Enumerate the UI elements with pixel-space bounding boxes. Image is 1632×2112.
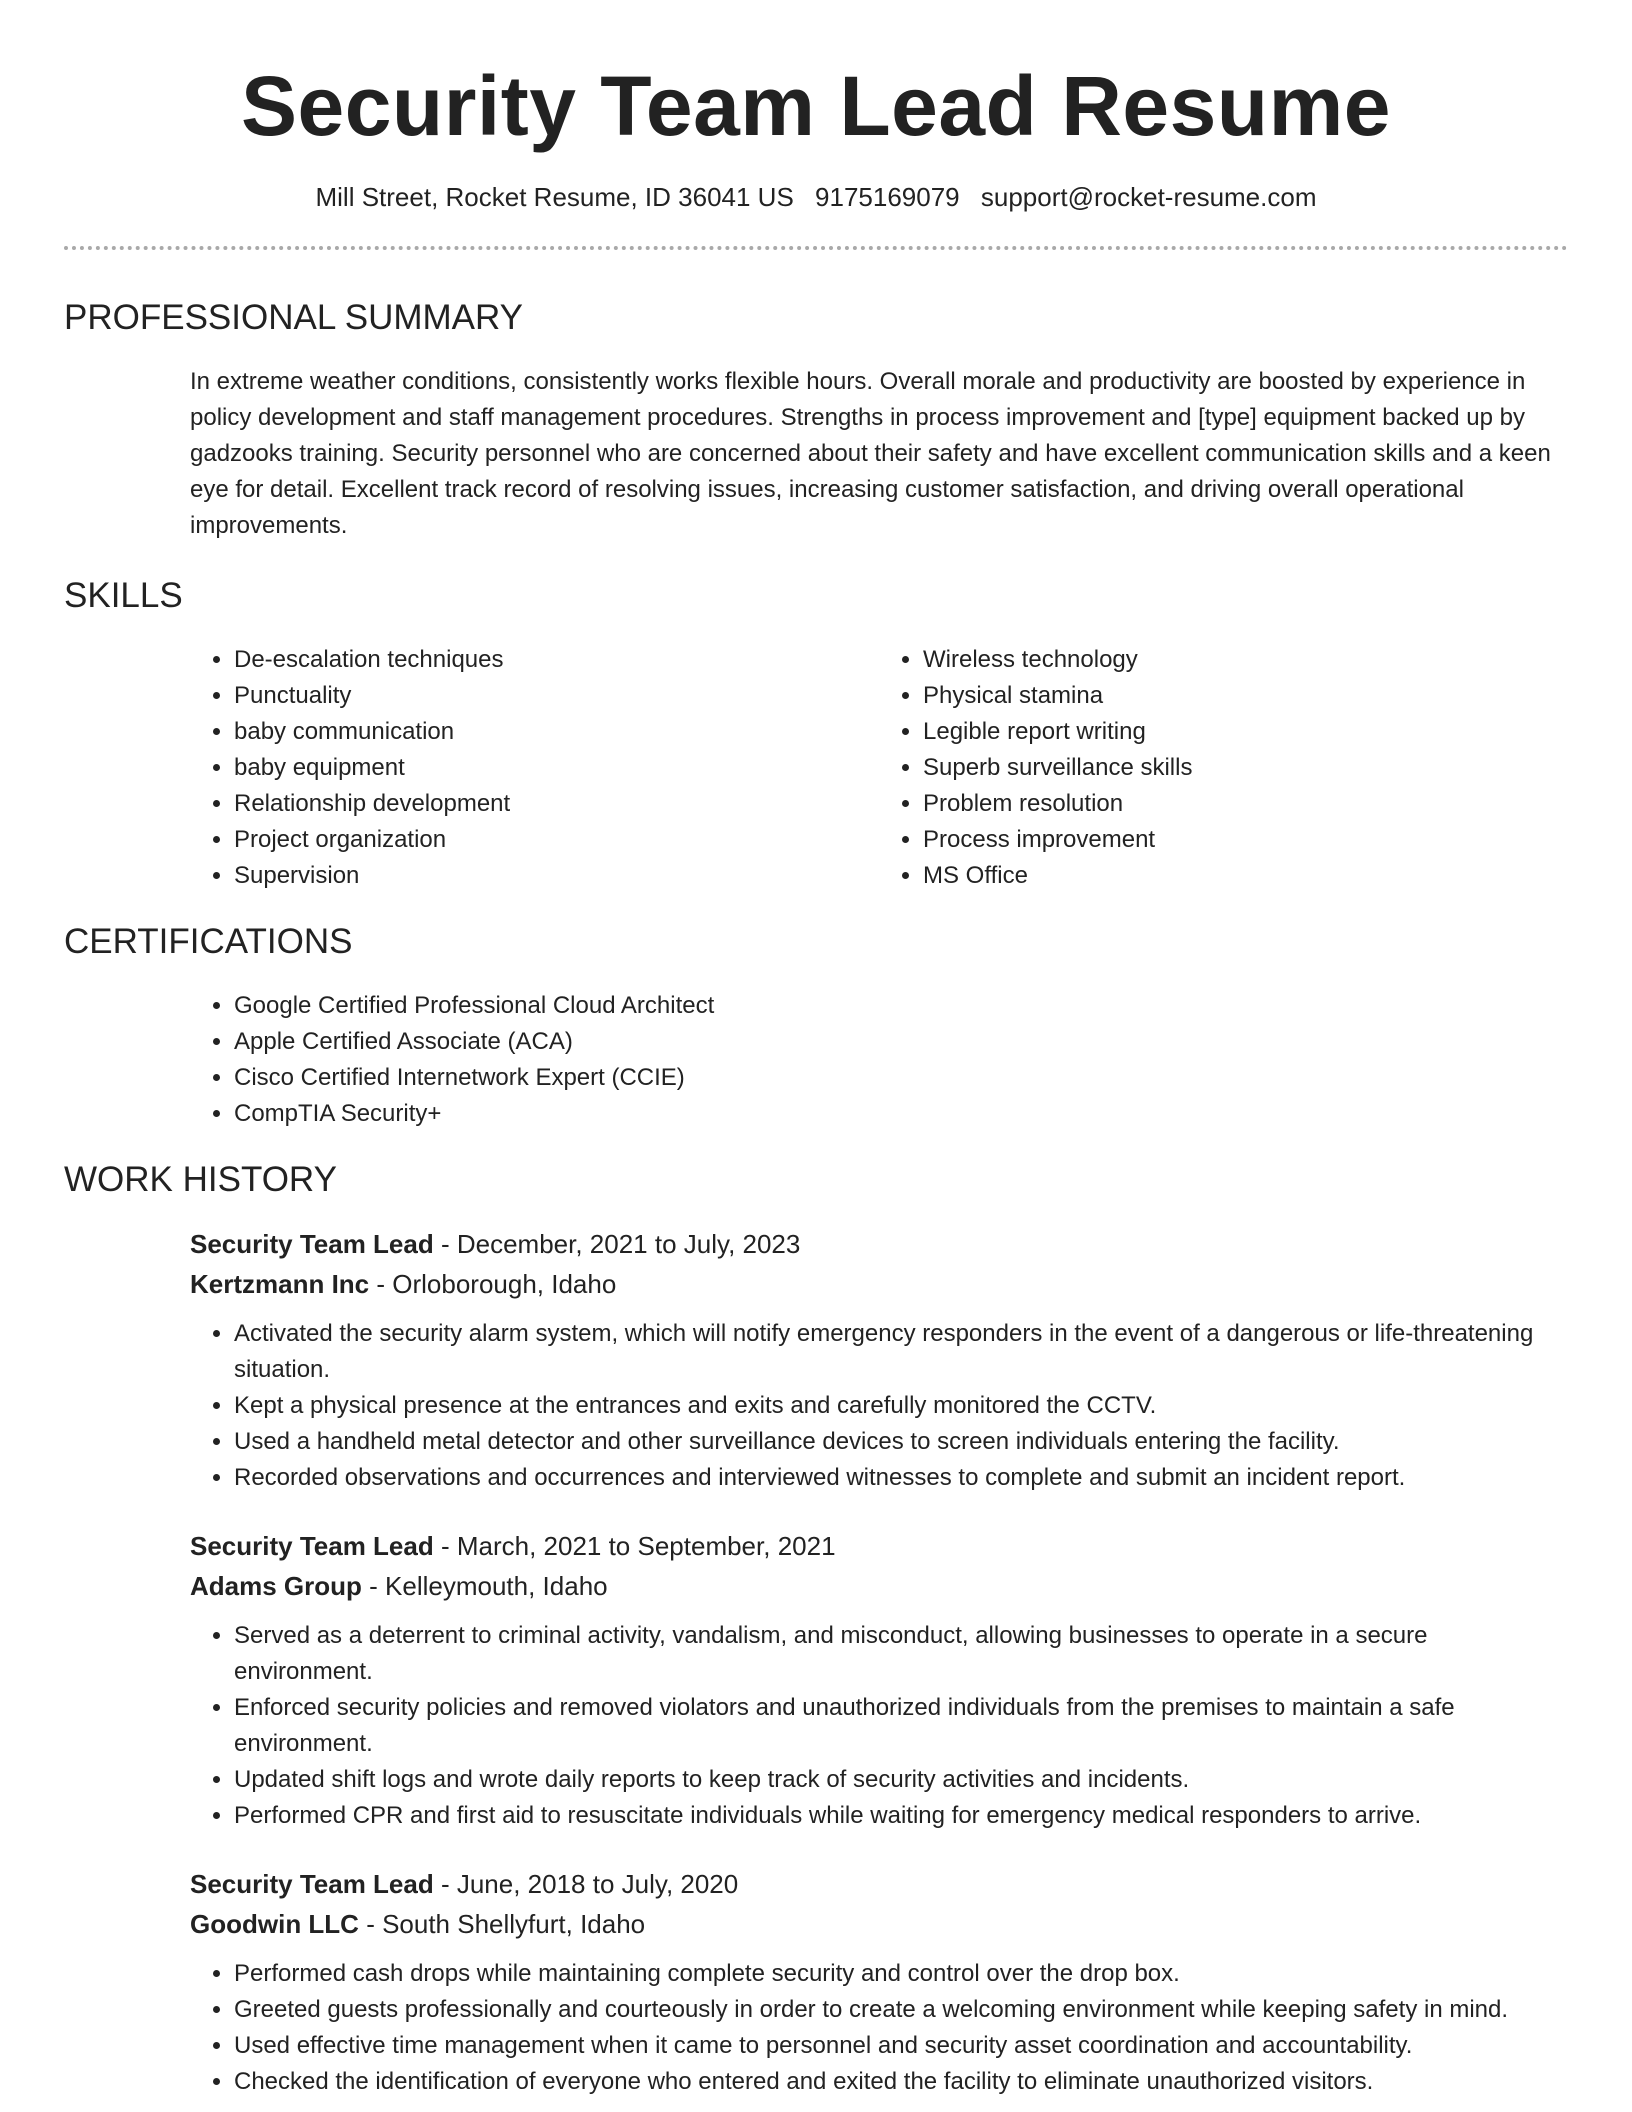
contact-phone: 9175169079 xyxy=(815,182,960,212)
list-item: • De-escalation techniques xyxy=(234,642,879,678)
certifications-list xyxy=(190,988,1568,1132)
job-company-line xyxy=(190,1264,1568,1304)
list-item: • Recorded observations and occurrences and interviewed witnesses to complete and submit an incident report. xyxy=(234,1460,1568,1496)
header-divider xyxy=(64,246,1568,250)
job-title-line xyxy=(190,1526,1568,1566)
job-entry xyxy=(64,1864,1568,2100)
list-item: • Superb surveillance skills xyxy=(923,750,1568,786)
job-location: - Kelleymouth, Idaho xyxy=(361,1571,608,1601)
list-item: • Updated shift logs and wrote daily reports to keep track of security activities and incidents. xyxy=(234,1762,1568,1798)
list-item: • Apple Certified Associate (ACA) xyxy=(234,1024,1568,1060)
list-item: • Enforced security policies and removed violators and unauthorized individuals from the premises to maintain a safe environment. xyxy=(234,1690,1568,1762)
job-dates: - March, 2021 to September, 2021 xyxy=(433,1531,836,1561)
list-item: • Used effective time management when it came to personnel and security asset coordination and accountability. xyxy=(234,2028,1568,2064)
list-item: • Legible report writing xyxy=(923,714,1568,750)
job-title: Security Team Lead xyxy=(190,1869,434,1899)
job-location: - South Shellyfurt, Idaho xyxy=(358,1909,646,1939)
skills-list-left xyxy=(190,642,879,894)
job-bullets-block xyxy=(190,1618,1568,1834)
list-item: • Problem resolution xyxy=(923,786,1568,822)
job-dates: - December, 2021 to July, 2023 xyxy=(433,1229,801,1259)
summary-text: In extreme weather conditions, consistently works flexible hours. Overall morale and productivity are boosted by experience in policy development and staff management procedures. Strengths in process improvement and [type] equipment backed up by gadzooks training. Security personnel who are concerned about their safety and have excellent communication skills and a keen eye for detail. Excellent track record of resolving issues, increasing customer satisfaction, and driving overall operational improvements. xyxy=(190,368,1551,539)
job-dates: - June, 2018 to July, 2020 xyxy=(433,1869,739,1899)
job-company: Adams Group xyxy=(190,1571,362,1601)
list-item: • Kept a physical presence at the entrances and exits and carefully monitored the CCTV. xyxy=(234,1388,1568,1424)
list-item: • baby communication xyxy=(234,714,879,750)
list-item: • Physical stamina xyxy=(923,678,1568,714)
job-bullets-block xyxy=(190,1316,1568,1496)
list-item: • CompTIA Security+ xyxy=(234,1096,1568,1132)
job-company-line xyxy=(190,1566,1568,1606)
list-item: • Used a handheld metal detector and other surveillance devices to screen individuals entering the facility. xyxy=(234,1424,1568,1460)
list-item: • Performed CPR and first aid to resuscitate individuals while waiting for emergency medical responders to arrive. xyxy=(234,1798,1568,1834)
list-item: • Punctuality xyxy=(234,678,879,714)
list-item: • Wireless technology xyxy=(923,642,1568,678)
job-entry xyxy=(64,1224,1568,1496)
list-item: • Greeted guests professionally and courteously in order to create a welcoming environment while keeping safety in mind. xyxy=(234,1992,1568,2028)
list-item: • Project organization xyxy=(234,822,879,858)
contact-address: Mill Street, Rocket Resume, ID 36041 US xyxy=(315,182,794,212)
certifications-block xyxy=(190,988,1568,1132)
job-bullets xyxy=(190,1618,1568,1834)
skills-columns xyxy=(190,642,1568,894)
list-item: • Checked the identification of everyone who entered and exited the facility to eliminate unauthorized visitors. xyxy=(234,2064,1568,2100)
certifications-heading: CERTIFICATIONS xyxy=(64,922,353,961)
job-title: Security Team Lead xyxy=(190,1531,434,1561)
list-item: • Served as a deterrent to criminal activity, vandalism, and misconduct, allowing businesses to operate in a secure environment. xyxy=(234,1618,1568,1690)
contact-email: support@rocket-resume.com xyxy=(980,182,1317,212)
resume-page xyxy=(64,0,1568,2100)
list-item: • baby equipment xyxy=(234,750,879,786)
job-bullets xyxy=(190,1956,1568,2100)
job-entry xyxy=(64,1526,1568,1834)
list-item: • Activated the security alarm system, which will notify emergency responders in the event of a dangerous or life-threatening situation. xyxy=(234,1316,1568,1388)
list-item: • Relationship development xyxy=(234,786,879,822)
skills-heading: SKILLS xyxy=(64,576,183,615)
job-company: Goodwin LLC xyxy=(190,1909,359,1939)
list-item: • Supervision xyxy=(234,858,879,894)
summary-heading: PROFESSIONAL SUMMARY xyxy=(64,298,523,337)
list-item: • Process improvement xyxy=(923,822,1568,858)
skills-list-right xyxy=(879,642,1568,894)
job-company: Kertzmann Inc xyxy=(190,1269,370,1299)
work-history-heading: WORK HISTORY xyxy=(64,1160,337,1199)
job-title: Security Team Lead xyxy=(190,1229,434,1259)
list-item: • Cisco Certified Internetwork Expert (CCIE) xyxy=(234,1060,1568,1096)
contact-line xyxy=(64,180,1568,214)
job-bullets xyxy=(190,1316,1568,1496)
list-item: • MS Office xyxy=(923,858,1568,894)
job-location: - Orloborough, Idaho xyxy=(369,1269,617,1299)
job-company-line xyxy=(190,1904,1568,1944)
job-bullets-block xyxy=(190,1956,1568,2100)
list-item: • Performed cash drops while maintaining complete security and control over the drop box. xyxy=(234,1956,1568,1992)
list-item: • Google Certified Professional Cloud Architect xyxy=(234,988,1568,1024)
job-title-line xyxy=(190,1224,1568,1264)
resume-title: Security Team Lead Resume xyxy=(240,59,1392,153)
job-title-line xyxy=(190,1864,1568,1904)
